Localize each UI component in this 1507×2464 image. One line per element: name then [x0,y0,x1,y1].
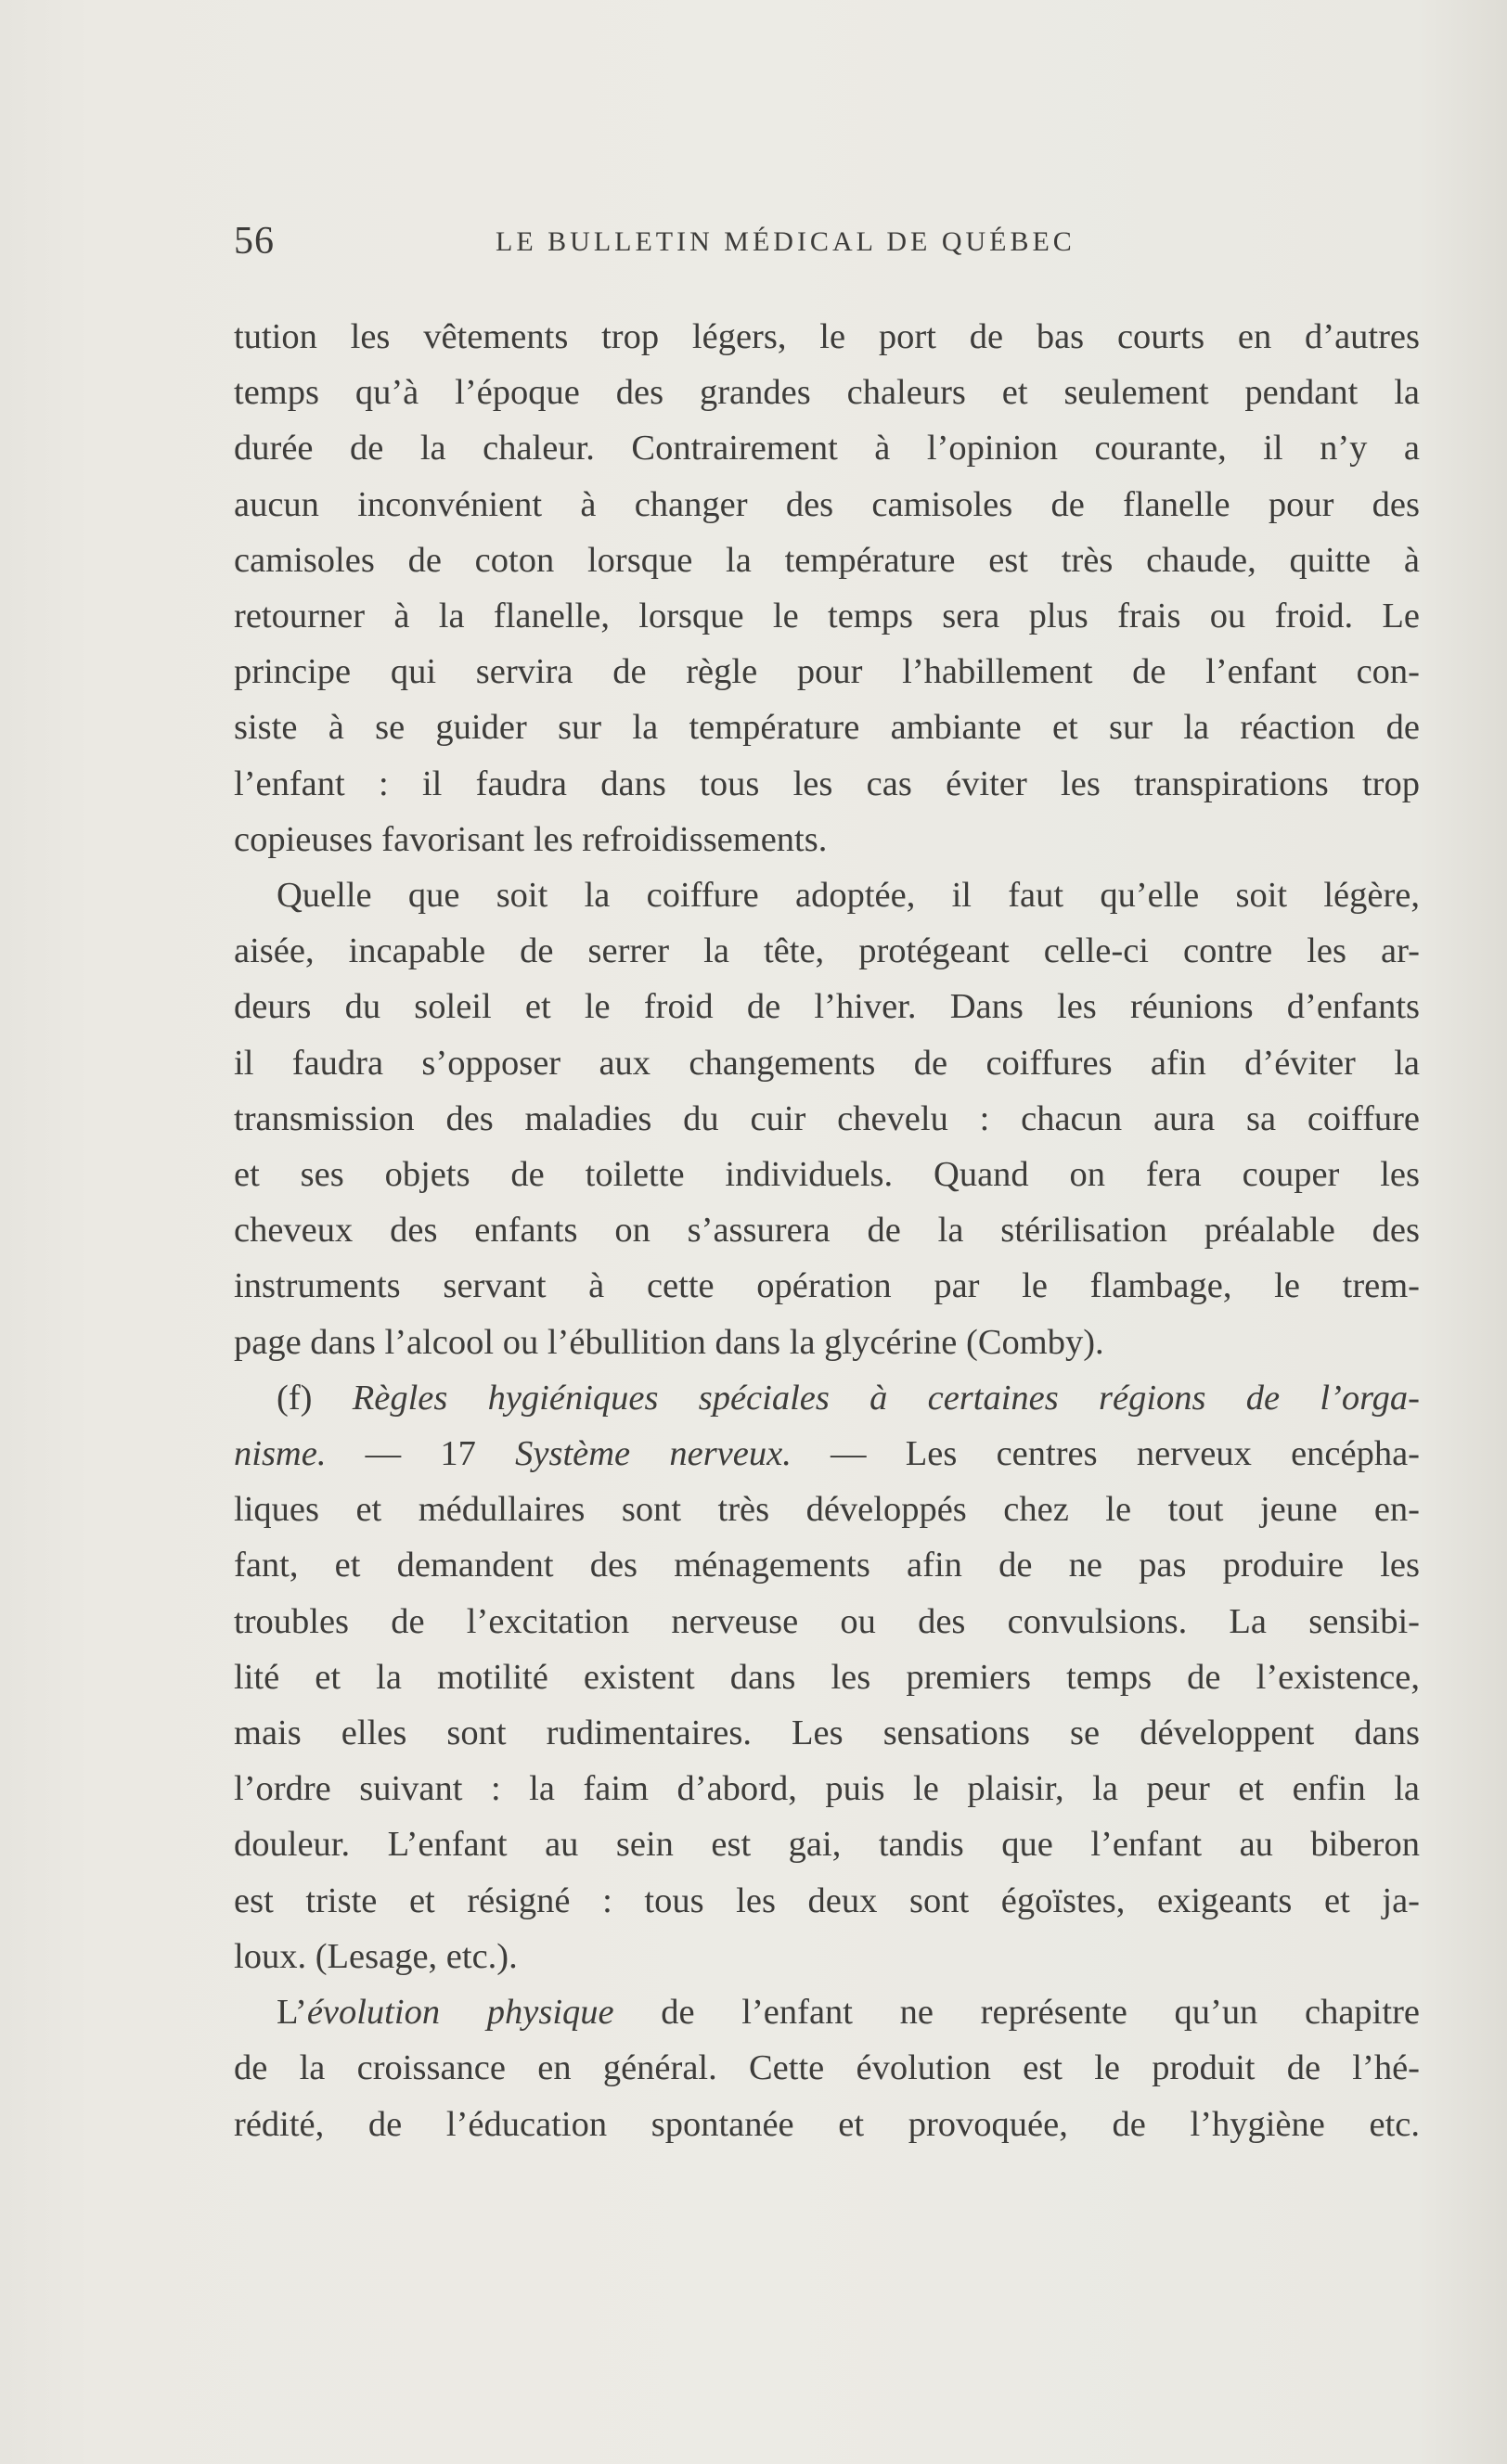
text-line: il faudra s’opposer aux changements de coiffures afin d’éviter la [234,1043,1420,1083]
text-line: l’enfant : il faudra dans tous les cas éviter les transpirations trop [234,764,1420,803]
text-line: tution les vêtements trop légers, le port de bas courts en d’autres [234,317,1420,356]
text-line: deurs du soleil et le froid de l’hiver. Dans les réunions d’enfants [234,987,1420,1027]
text-line: douleur. L’enfant au sein est gai, tandis que l’enfant au biberon [234,1825,1420,1865]
text-line: camisoles de coton lorsque la température est très chaude, quitte à [234,540,1420,580]
running-title: LE BULLETIN MÉDICAL DE QUÉBEC [496,226,1076,257]
section-heading-italic: Règles hygiéniques spéciales à certaines régions de l’orga- [352,1378,1420,1418]
text-line: de la croissance en général. Cette évolution est le produit de l’hé- [234,2048,1420,2088]
section-heading-italic: nisme. [234,1434,327,1474]
text-line: troubles de l’excitation nerveuse ou des convulsions. La sensibi- [234,1601,1420,1641]
text-line: et ses objets de toilette individuels. Quand on fera couper les [234,1155,1420,1195]
page-number: 56 [234,220,275,263]
text-line [234,1984,1420,2040]
text-line: est triste et résigné : tous les deux sont égoïstes, exigeants et ja- [234,1880,1420,1920]
text-run: — Les centres nerveux encépha- [791,1434,1420,1474]
text-line: instruments servant à cette opération par le flambage, le trem- [234,1266,1420,1306]
text-line: page dans l’alcool ou l’ébullition dans la glycérine (Comby). [234,1322,1104,1362]
text-run: L’ [277,1993,307,2033]
page-header [234,213,1162,269]
text-line: rédité, de l’éducation spontanée et provoquée, de l’hygiène etc. [234,2104,1420,2144]
text-line: aisée, incapable de serrer la tête, protégeant celle-ci contre les ar- [234,931,1420,971]
text-run: de l’enfant ne représente qu’un chapitre [613,1993,1420,2033]
paragraph-physical-evolution [234,1984,1420,2152]
paragraph-headwear [234,867,1420,1370]
subsection-heading-italic: Système nerveux. [515,1434,792,1474]
text-line: transmission des maladies du cuir chevelu : chacun aura sa coiffure [234,1098,1420,1138]
paragraph-clothing [234,309,1420,867]
text-line [234,1426,1420,1482]
text-line: loux. (Lesage, etc.). [234,1936,518,1976]
text-line: durée de la chaleur. Contrairement à l’opinion courante, il n’y a [234,429,1420,468]
text-line: aucun inconvénient à changer des camisoles de flanelle pour des [234,484,1420,524]
body-text [234,309,1420,2152]
text-line: lité et la motilité existent dans les premiers temps de l’existence, [234,1657,1420,1697]
section-label: (f) [277,1378,353,1418]
text-line: siste à se guider sur la température ambiante et sur la réaction de [234,708,1420,748]
text-line: temps qu’à l’époque des grandes chaleurs et seulement pendant la [234,373,1420,413]
text-line: retourner à la flanelle, lorsque le temps sera plus frais ou froid. Le [234,597,1420,636]
text-line: Quelle que soit la coiffure adoptée, il faut qu’elle soit légère, [277,876,1420,916]
text-line [234,1370,1420,1426]
text-line: cheveux des enfants on s’assurera de la stérilisation préalable des [234,1211,1420,1251]
text-line: liques et médullaires sont très développés chez le tout jeune en- [234,1490,1420,1530]
text-line: copieuses favorisant les refroidissements. [234,819,828,859]
paragraph-nervous-system [234,1370,1420,1984]
text-line: mais elles sont rudimentaires. Les sensations se développent dans [234,1713,1420,1753]
term-italic: évolution physique [306,1993,614,2033]
text-line: fant, et demandent des ménagements afin de ne pas produire les [234,1546,1420,1585]
text-line: principe qui servira de règle pour l’habillement de l’enfant con- [234,652,1420,692]
section-number: — 17 [326,1434,516,1474]
text-line: l’ordre suivant : la faim d’abord, puis le plaisir, la peur et enfin la [234,1769,1420,1809]
